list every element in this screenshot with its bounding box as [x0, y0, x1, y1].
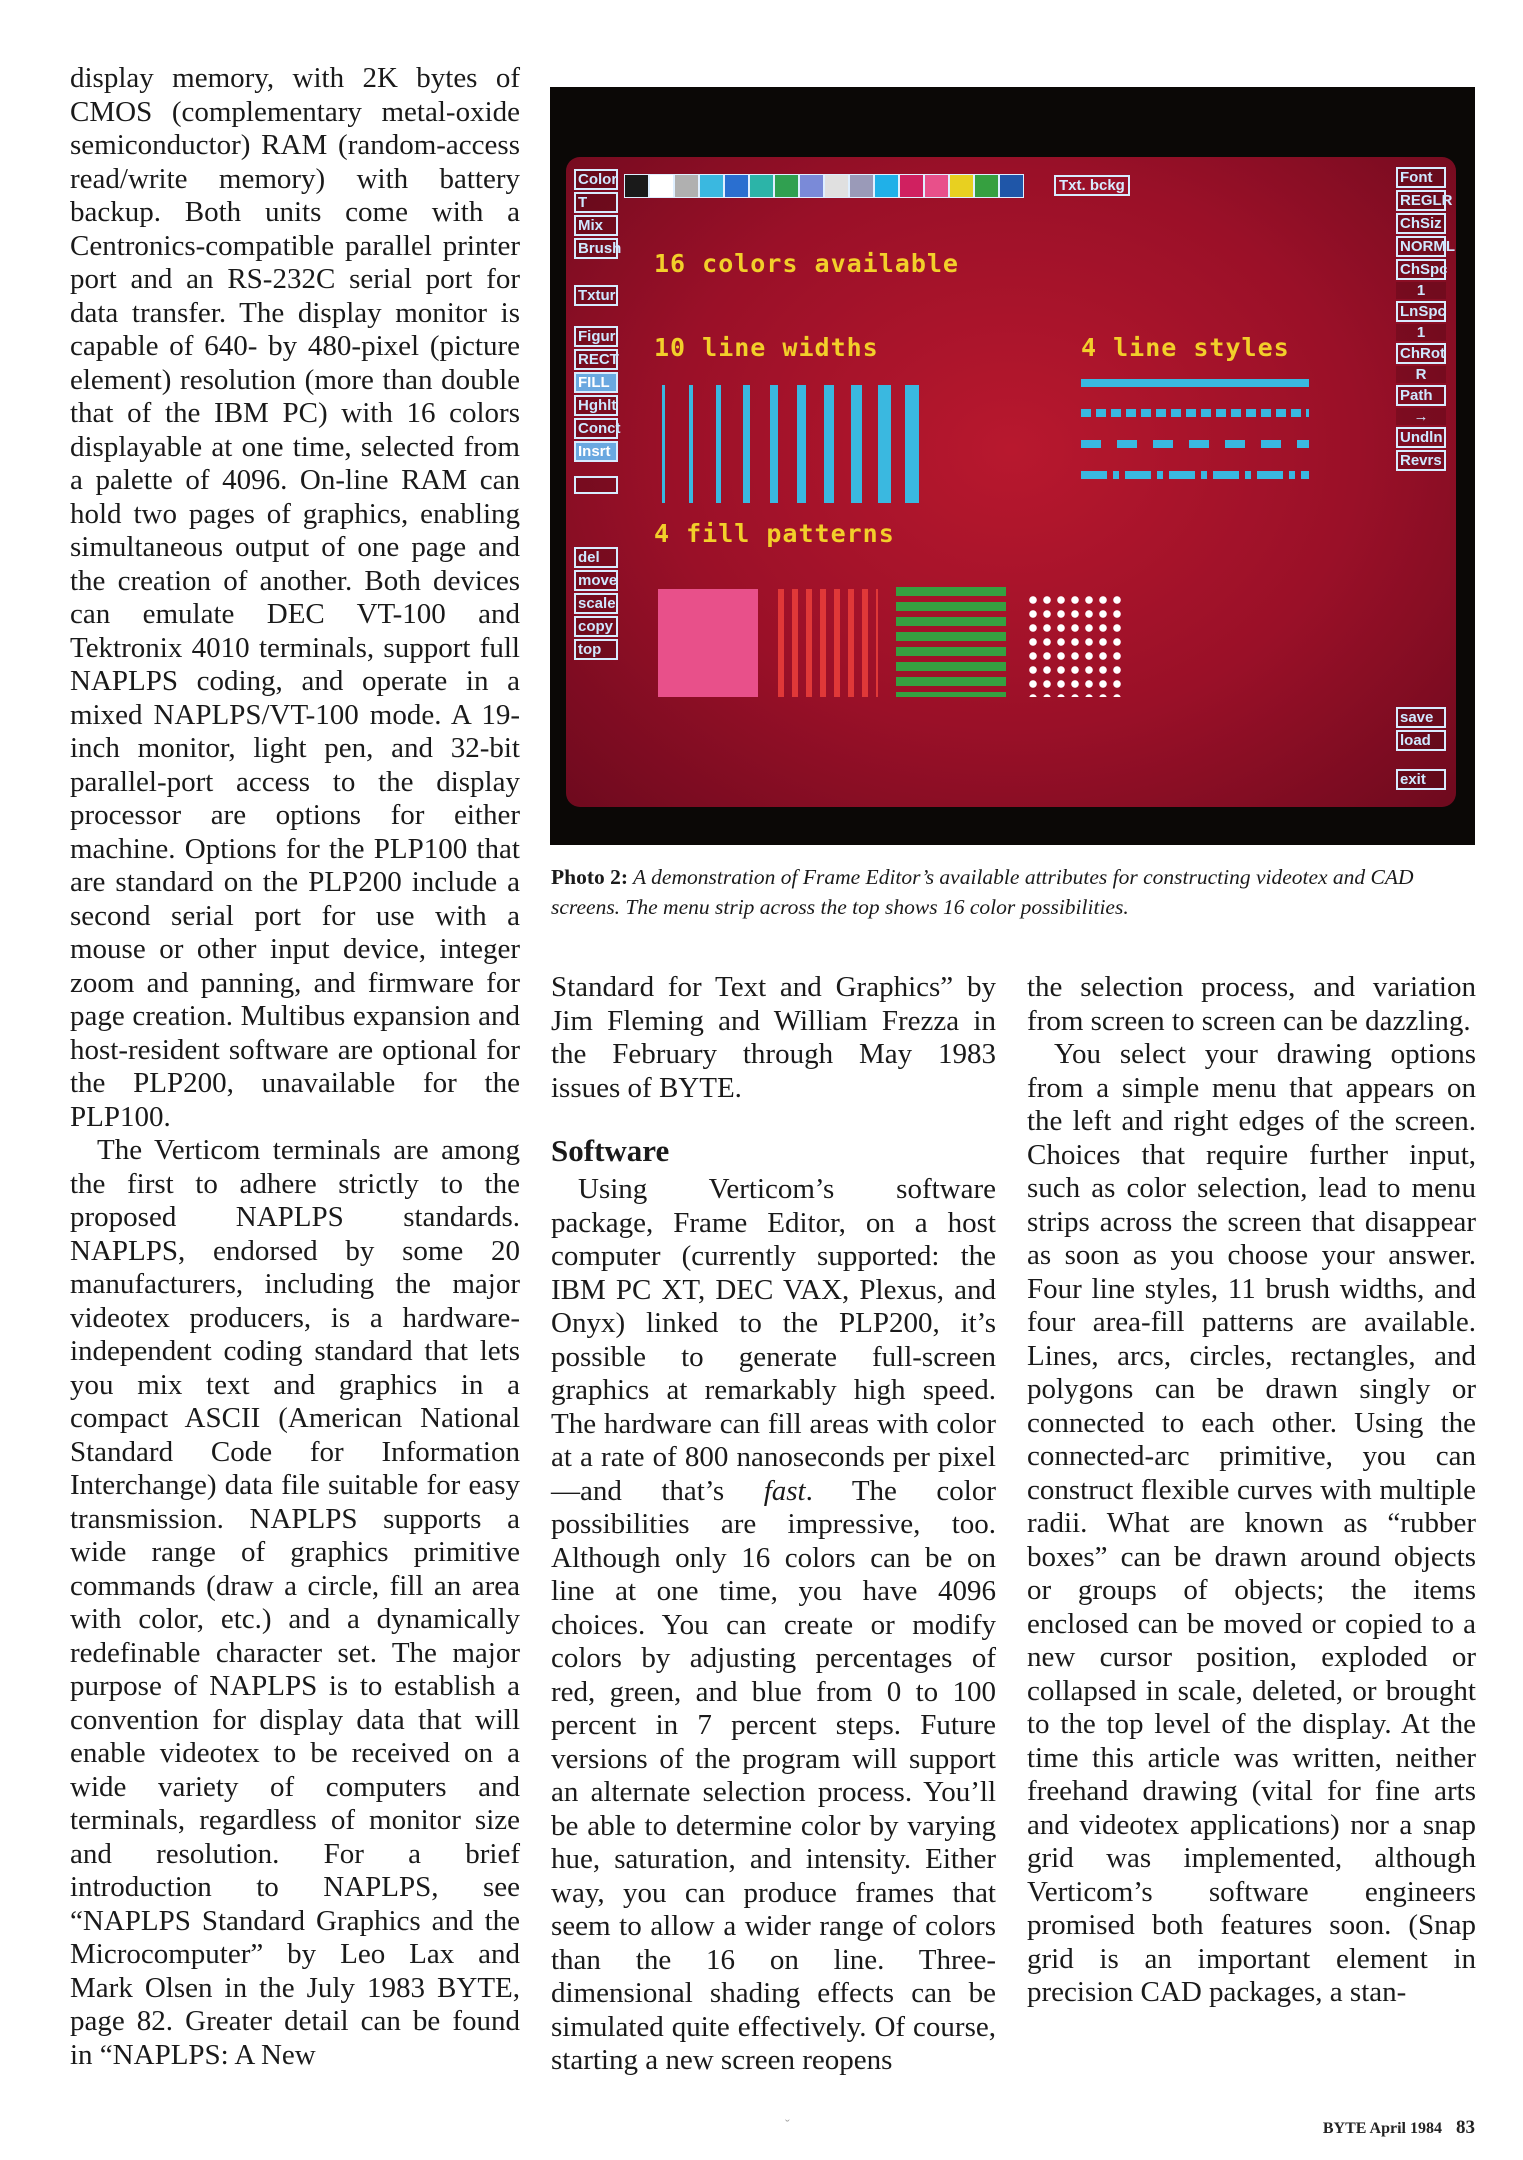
rect-shape-icon: [574, 476, 618, 494]
line-width-bar: [905, 385, 919, 503]
paragraph: You select your drawing options from a simple menu that appears on the left and right edges of the screen. Choices that require further input, such as color selection, lead to menu strips across the screen that disappear as soon as you choose your answer. Four line styles, 11 brush widths, and four area-fill patterns are available. Lines, arcs, circles, rectangles, and polygons can be drawn singly or connected to each other. Using the connected-arc primitive, you can construct flexible curves with multiple radii. What are known as “rubber boxes” can be drawn around objects or groups of objects; the items enclosed can be moved or copied to a new cursor position, exploded or collapsed in scale, deleted, or brought to the top level of the display. At the time this article was written, neither freehand drawing (vital for fine arts and videotex applications) nor a snap grid was implemented, although Verticom’s software engineers promised both features soon. (Snap grid is an important element in precision CAD packages, a stan-: [1027, 1038, 1476, 2008]
paragraph: The Verticom terminals are among the first to adhere strictly to the proposed NAPLPS standards. NAPLPS, endorsed by some 20 manufacturers, including the major videotex producers, is a hardware-independent coding standard that lets you mix text and graphics in a compact ASCII (American National Standard Code for Information Interchange) data file suitable for easy transmission. NAPLPS supports a wide range of graphics primitive commands (draw a circle, fill an area with color, etc.) and a dynamically redefinable character set. The major purpose of NAPLPS is to establish a convention for display data that will enable videotex to be received on a wide variety of computers and terminals, regardless of monitor size and resolution. For a brief introduction to NAPLPS, see “NAPLPS Standard Graphics and the Microcomputer” by Leo Lax and Mark Olsen in the July 1983 BYTE, page 82. Greater detail can be found in “NAPLPS: A New: [70, 1134, 520, 2071]
palette-swatch: [749, 174, 774, 198]
palette-swatch: [899, 174, 924, 198]
menu-item: ChRot: [1396, 343, 1446, 364]
fill-pattern-solid: [658, 589, 758, 697]
exit-menu: [1396, 769, 1446, 792]
menu-item: ChSpc: [1396, 259, 1446, 280]
menu-item: del: [574, 547, 618, 568]
menu-item: load: [1396, 730, 1446, 751]
line-style-dashed: [1081, 440, 1309, 448]
photo-caption: [551, 862, 1476, 922]
palette-swatch: [649, 174, 674, 198]
decorative-mark: ˇ: [785, 2118, 790, 2133]
palette-swatch: [924, 174, 949, 198]
palette-swatch: [799, 174, 824, 198]
paragraph-text: Using Verticom’s software package, Frame Editor, on a host computer (currently supported: the IBM PC XT, DEC VAX, Plexus, and Onyx) linked to the PLP200, it’s possible to generate full-screen graphics at remarkably high speed. The hardware can fill areas with color at a rate of 800 nanoseconds per pixel—and that’s: [551, 1173, 996, 1507]
menu-item: Mix: [574, 215, 618, 236]
line-style-dash-dot: [1081, 471, 1309, 479]
menu-item: Hghlt: [574, 395, 618, 416]
menu-item: Figur: [574, 326, 618, 347]
menu-item: top: [574, 639, 618, 660]
palette-swatch: [724, 174, 749, 198]
magazine-issue: BYTE April 1984: [1322, 2120, 1442, 2137]
article-column-3: [1027, 971, 1476, 2010]
line-width-bar: [851, 385, 862, 503]
right-menu: [1396, 167, 1455, 473]
caption-text: A demonstration of Frame Editor’s available attributes for constructing videotex and CAD screens. The menu strip across the top shows 16 color possibilities.: [551, 865, 1414, 919]
menu-item: RECT: [574, 349, 618, 370]
fill-pattern-vertical: [778, 589, 878, 697]
menu-item: save: [1396, 707, 1446, 728]
colors-label: 16 colors available: [654, 249, 959, 278]
paragraph: display memory, with 2K bytes of CMOS (complementary metal-oxide semiconductor) RAM (random-access read/write memory) with battery backup. Both units come with a Centronics-compatible parallel printer port and an RS-232C serial port for data transfer. The display monitor is capable of 640- by 480-pixel (picture element) resolution (more than double that of the IBM PC) with 16 colors displayable at one time, selected from a palette of 4096. On-line RAM can hold two pages of graphics, enabling simultaneous output of one page and the creation of another. Both devices can emulate DEC VT-100 and Tektronix 4010 terminals, support full NAPLPS coding, and operate in a mixed NAPLPS/VT-100 mode. A 19-inch monitor, light pen, and 32-bit parallel-port access to the display processor are options for either machine. Options for the PLP100 that are standard on the PLP200 include a second serial port for use with a mouse or other input device, integer zoom and panning, and firmware for page creation. Multibus expansion and host-resident software are optional for the PLP200, unavailable for the PLP100.: [70, 62, 520, 1133]
menu-item: NORML: [1396, 236, 1446, 257]
article-column-1: [70, 62, 520, 2072]
caption-label: Photo 2:: [551, 865, 629, 889]
right-menu-file: [1396, 707, 1446, 753]
line-width-bar: [716, 385, 721, 503]
menu-item: 1: [1396, 282, 1446, 299]
styles-label: 4 line styles: [1081, 333, 1290, 362]
fill-label: 4 fill patterns: [654, 519, 895, 548]
palette-swatch: [949, 174, 974, 198]
palette-swatch: [999, 174, 1024, 198]
menu-item: move: [574, 570, 618, 591]
line-style-solid: [1081, 379, 1309, 387]
palette-swatch: [974, 174, 999, 198]
line-width-bar: [662, 385, 665, 503]
menu-item: Txtur: [574, 285, 618, 306]
menu-item: exit: [1396, 769, 1446, 790]
line-width-bar: [797, 385, 806, 503]
palette-swatch: [874, 174, 899, 198]
menu-item: Conct: [574, 418, 618, 439]
menu-item: Insrt: [574, 441, 618, 462]
menu-item: Brush: [574, 238, 618, 259]
txt-bckg-label: Txt. bckg: [1054, 175, 1130, 196]
line-width-bar: [878, 385, 891, 503]
menu-item: scale: [574, 593, 618, 614]
article-column-2: [551, 971, 996, 2078]
page-number: 83: [1456, 2117, 1475, 2138]
paragraph: Standard for Text and Graphics” by Jim Fleming and William Frezza in the February through May 1983 issues of BYTE.: [551, 971, 996, 1104]
line-width-bar: [824, 385, 834, 503]
paragraph: the selection process, and variation from screen to screen can be dazzling.: [1027, 971, 1476, 1037]
menu-item: Font: [1396, 167, 1446, 188]
menu-item: R: [1396, 366, 1446, 383]
menu-item: Path: [1396, 385, 1446, 406]
fill-pattern-dots: [1026, 593, 1124, 697]
emphasis-text: fast: [763, 1474, 806, 1507]
left-menu: [574, 169, 622, 496]
palette-swatch: [774, 174, 799, 198]
menu-item: FILL: [574, 372, 618, 393]
arrow-right-icon: →: [1396, 408, 1446, 425]
widths-label: 10 line widths: [654, 333, 879, 362]
menu-item: LnSpc: [1396, 301, 1446, 322]
fill-pattern-horizontal: [896, 587, 1006, 697]
menu-item: Undln: [1396, 427, 1446, 448]
palette-swatch: [624, 174, 649, 198]
line-width-bar: [743, 385, 750, 503]
palette-swatch: [849, 174, 874, 198]
color-palette-strip: [624, 174, 1024, 198]
palette-swatch: [824, 174, 849, 198]
frame-editor-screen: [566, 157, 1456, 807]
photo-2: [550, 87, 1475, 845]
paragraph: [551, 1173, 996, 2078]
menu-item: Revrs: [1396, 450, 1446, 471]
paragraph-text: . The color possibilities are impressive, too. Although only 16 colors can be on line at one time, you have 4096 choices. You can create or modify colors by adjusting percentages of red, green, and blue from 0 to 100 percent in 7 percent steps. Future versions of the program will support an alternate selection process. You’ll be able to determine color by varying hue, saturation, and intensity. Either way, you can produce frames that seem to allow a wider range of colors than the 16 on line. Three-dimensional shading effects can be simulated quite effectively. Of course, starting a new screen reopens: [551, 1474, 996, 2076]
line-style-dotted: [1081, 409, 1309, 417]
menu-item: Color: [574, 169, 618, 190]
menu-item: REGLR: [1396, 190, 1446, 211]
line-width-bar: [689, 385, 693, 503]
section-heading: Software: [551, 1133, 670, 1168]
menu-item: 1: [1396, 324, 1446, 341]
page-footer: [1323, 2117, 1475, 2139]
menu-item: T: [574, 192, 618, 213]
palette-swatch: [674, 174, 699, 198]
left-menu-edit: [574, 547, 618, 662]
palette-swatch: [699, 174, 724, 198]
line-width-bar: [770, 385, 778, 503]
menu-item: ChSiz: [1396, 213, 1446, 234]
menu-item: copy: [574, 616, 618, 637]
